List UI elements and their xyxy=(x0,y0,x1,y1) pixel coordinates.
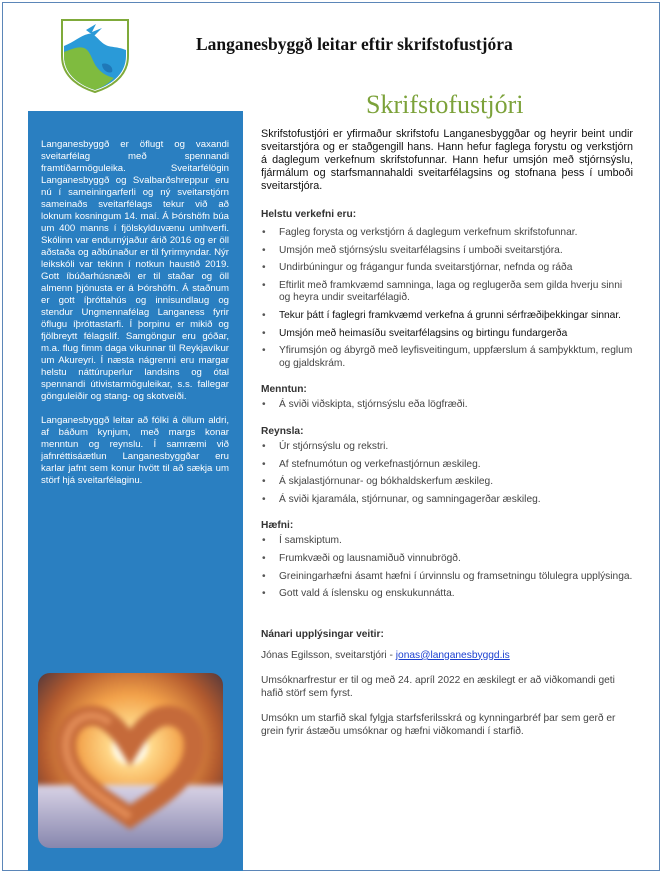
contact-person xyxy=(261,649,633,662)
list-item: • Úr stjórnsýslu og rekstri. xyxy=(261,441,633,454)
skills-heading: Hæfni: xyxy=(261,520,294,532)
contact-email-link[interactable]: jonas@langanesbyggd.is xyxy=(395,649,510,661)
list-item: • Greiningarhæfni ásamt hæfni í úrvinnslu og framsetningu tölulegra upplýsinga. xyxy=(261,571,633,584)
list-item: • Á sviði viðskipta, stjórnsýslu eða lögfræði. xyxy=(261,399,633,412)
list-item: • Gott vald á íslensku og enskukunnátta. xyxy=(261,588,633,601)
job-title: Skrifstofustjóri xyxy=(366,90,524,119)
heart-hands-sunset-photo xyxy=(38,673,223,848)
duties-list xyxy=(261,227,633,370)
list-item: • Yfirumsjón og ábyrgð með leyfisveitingum, uppfærslum á samþykktum, reglum og gjaldskrám. xyxy=(261,345,633,370)
langanesbyggd-logo xyxy=(58,16,132,94)
job-intro: Skrifstofustjóri er yfirmaður skrifstofu Langanesbyggðar og heyrir beint undir sveitarstjóra og er staðgengill hans. Hann hefur faglega forystu og verkstjórn á daglegum verkefnum skrifstofunnar. Hann hefur umsjón með stjórnsýslu, fjármálum og starfsmannahaldi sveitarfélagsins og stofnana þess í umboði sveitarstjóra. xyxy=(261,128,633,192)
experience-heading: Reynsla: xyxy=(261,425,304,437)
list-item: • Í samskiptum. xyxy=(261,535,633,548)
application-deadline: Umsóknarfrestur er til og með 24. apríl 2022 en æskilegt er að viðkomandi geti hafið störf sem fyrst. xyxy=(261,674,615,699)
coat-of-arms-icon xyxy=(58,16,132,94)
contact-heading: Nánari upplýsingar veitir: xyxy=(261,628,384,640)
sidebar-text xyxy=(28,111,243,487)
duties-heading: Helstu verkefni eru: xyxy=(261,209,357,220)
sidebar-paragraph-equality: Langanesbyggð leitar að fólki á öllum aldri, af báðum kynjum, með margs konar menntun og reynslu. Í samræmi við jafnréttisáætlun Langanesbyggðar eru karlar jafnt sem konur hvött til að sækja um störf hjá sveitarfélaginu. xyxy=(41,415,229,486)
skills-list xyxy=(261,535,633,600)
list-item: • Eftirlit með framkvæmd samninga, laga og reglugerða sem gilda hverju sinni og heyra undir sveitarfélagið. xyxy=(261,280,633,305)
list-item: • Umsjón með heimasíðu sveitarfélagsins og birtingu fundargerða xyxy=(261,328,633,341)
list-item: • Á skjalastjórnunar- og bókhaldskerfum æskileg. xyxy=(261,476,633,489)
experience-list xyxy=(261,441,633,506)
list-item: • Fagleg forysta og verkstjórn á daglegum verkefnum skrifstofunnar. xyxy=(261,227,633,240)
contact-person-name: Jónas Egilsson, sveitarstjóri - xyxy=(261,649,396,661)
education-list xyxy=(261,399,633,412)
list-item: • Af stefnumótun og verkefnastjórnun æskileg. xyxy=(261,459,633,472)
sidebar-paragraph-about: Langanesbyggð er öflugt og vaxandi sveitarfélag með spennandi framtíðarmöguleika. Sveitarfélögin Langanesbyggð og Svalbarðshreppur eru nú í sameiningarferli og ný sveitarstjórn sameinaðs sveitarfélags tekur við að loknum kosningum 14. maí. Á Þórshöfn búa um 400 manns í fjölskylduvænu umhverfi. Skólinn var endurnýjaður árið 2016 og er öll aðstaða og aðbúnaður er til fyrirmyndar. Nýr leikskóli var tekinn í notkun haustið 2019. Gott íbúðarhúsnæði er til staðar og öll almenn þjónusta er á Þórshöfn. Á staðnum er gott íþróttahús og innisundlaug og stendur Ungmennafélag Langaness fyrir öflugu íþróttastarfi. Í þorpinu er mikið og fjölbreytt félagslíf. Samgöngur eru góðar, m.a. flug fimm daga vikunnar til Reykjavíkur um Akureyri. Í næsta nágrenni eru margar helstu náttúruperlur landsins og ótal spennandi útivistarmöguleikar, s.s. fallegar gönguleiðir og stang- og skotveiði. xyxy=(41,139,229,402)
list-item: • Á sviði kjaramála, stjórnunar, og samningagerðar æskileg. xyxy=(261,494,633,507)
list-item: • Umsjón með stjórnsýslu sveitarfélagsins í umboði sveitarstjóra. xyxy=(261,245,633,258)
list-item: • Frumkvæði og lausnamiðuð vinnubrögð. xyxy=(261,553,633,566)
page-headline: Langanesbyggð leitar eftir skrifstofustjóra xyxy=(196,34,513,54)
main-content xyxy=(261,128,633,750)
education-heading: Menntun: xyxy=(261,384,307,396)
list-item: • Undirbúningur og frágangur funda sveitarstjórnar, nefnda og ráða xyxy=(261,262,633,275)
application-requirements: Umsókn um starfið skal fylgja starfsferilsskrá og kynningarbréf þar sem gerð er grein fyrir ástæðu umsóknar og hæfni viðkomandi í starfið. xyxy=(261,712,616,737)
list-item: • Tekur þátt í faglegri framkvæmd verkefna á grunni sérfræðiþekkingar sinnar. xyxy=(261,310,633,323)
